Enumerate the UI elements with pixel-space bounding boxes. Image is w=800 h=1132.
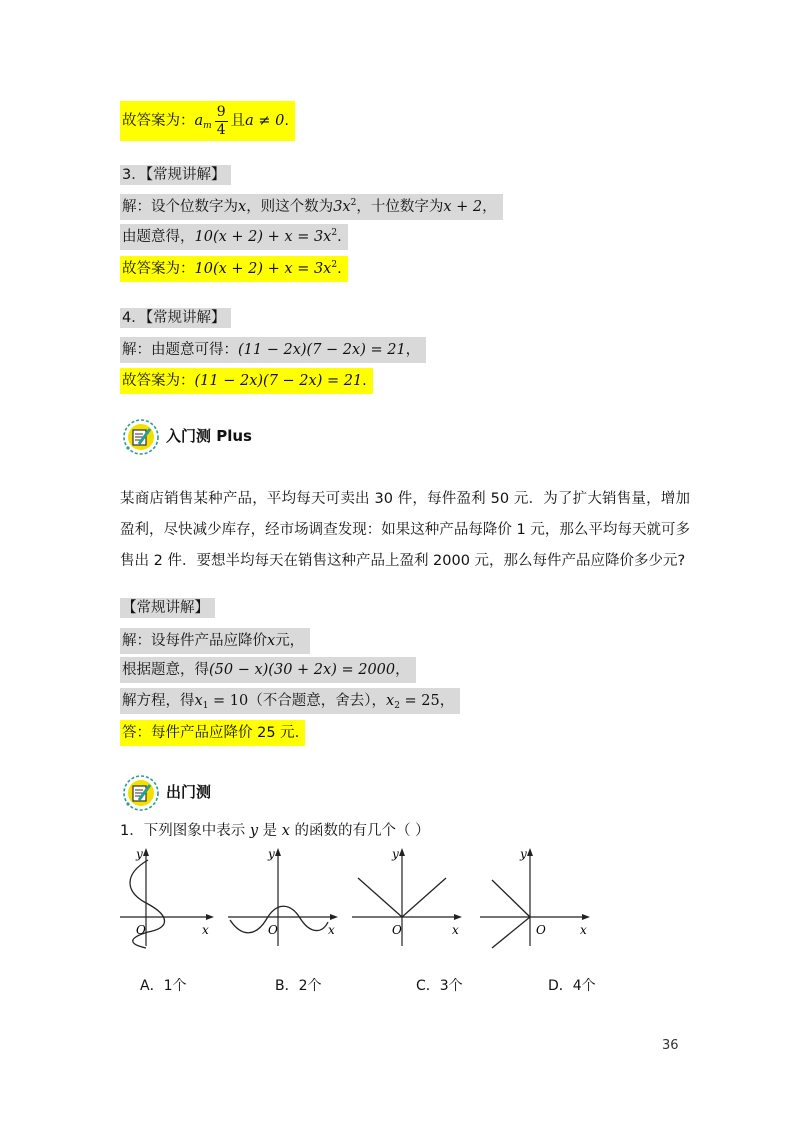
page-number: 36	[662, 1038, 679, 1053]
t: 故答案为：	[122, 373, 195, 389]
origin-label: O	[536, 923, 546, 937]
x-axis-label: x	[202, 923, 209, 937]
t: 1．下列图象中表示	[120, 823, 250, 839]
t: ，	[405, 342, 421, 358]
question-1	[120, 820, 430, 842]
frac-den: 4	[216, 121, 226, 138]
q3-head-text: 3．【常规讲解】	[120, 165, 231, 185]
q4-line-2	[120, 368, 373, 394]
t: ，十位数字为	[356, 199, 444, 215]
t: 解：设每件产品应降价	[122, 633, 267, 649]
section-title: 出门测	[166, 783, 212, 801]
q4-line-1	[120, 337, 426, 363]
option-b[interactable]: B．2个	[275, 978, 322, 994]
value: = 25	[399, 693, 440, 709]
t: .	[337, 261, 342, 277]
x-axis-label: x	[452, 923, 459, 937]
y-axis-label: y	[268, 847, 275, 861]
graph-c-v-shape	[350, 842, 470, 950]
notepad-pencil-icon	[122, 774, 160, 812]
var-y: y	[249, 823, 259, 839]
y-axis-label: y	[136, 847, 143, 861]
equation: 10(x + 2) + x = 3x	[194, 261, 332, 277]
expr: x + 2	[443, 199, 483, 215]
equation: (50 − x)(30 + 2x) = 2000	[209, 662, 396, 678]
t: 元，	[275, 633, 305, 649]
var-a: a	[194, 113, 204, 129]
answer-text: 答：每件产品应降价 25 元.	[122, 725, 300, 741]
exp: 2	[350, 198, 357, 208]
sol-line-1	[120, 628, 310, 654]
and-word: 且	[230, 113, 246, 129]
t: 是	[258, 823, 282, 839]
y-axis-label: y	[392, 847, 399, 861]
var-x: x	[267, 633, 276, 649]
t: ，	[482, 199, 497, 215]
sol-line-2	[120, 657, 416, 683]
t: 解：设个位数字为	[122, 199, 238, 215]
answer-line-1	[120, 101, 295, 141]
sol-line-4	[120, 720, 305, 746]
t: ，	[439, 693, 455, 709]
t: 由题意得，	[122, 229, 195, 245]
t: 解方程，得	[122, 693, 195, 709]
answer-prefix: 故答案为：	[122, 113, 195, 129]
graph-d-sideways-v	[478, 842, 598, 950]
x-axis-label: x	[580, 923, 587, 937]
graph-a-sideways-wave	[118, 842, 218, 950]
x-axis-label: x	[328, 923, 335, 937]
var-x2: x	[386, 693, 395, 709]
origin-label: O	[136, 923, 146, 937]
condition: a ≠ 0	[245, 113, 285, 129]
graph-b-sine-wave	[226, 842, 346, 950]
exp: 2	[331, 260, 338, 270]
sol-line-3	[120, 688, 460, 714]
sub: 1	[202, 701, 209, 711]
t: .	[337, 229, 342, 245]
q3-head	[120, 164, 231, 186]
t: 解：由题意可得：	[122, 342, 238, 358]
t: .	[362, 373, 367, 389]
value: = 10	[208, 693, 249, 709]
var-x1: x	[194, 693, 203, 709]
origin-label: O	[392, 923, 402, 937]
t: 故答案为：	[122, 261, 195, 277]
t: ，	[395, 662, 410, 678]
exp: 2	[331, 228, 338, 238]
y-axis-label: y	[520, 847, 527, 861]
var-x: x	[238, 199, 247, 215]
t: 的函数的有几个（ ）	[289, 823, 430, 839]
q3-line-3	[120, 256, 348, 282]
equation: 10(x + 2) + x = 3x	[194, 229, 332, 245]
option-d[interactable]: D．4个	[548, 978, 596, 994]
q4-head	[120, 307, 231, 329]
sub-n: m	[203, 121, 212, 131]
frac-num: 9	[216, 103, 226, 120]
notepad-pencil-icon	[122, 418, 160, 456]
t: 根据题意，得	[122, 662, 209, 678]
equation: (11 − 2x)(7 − 2x) = 21	[238, 342, 406, 358]
sol-head	[120, 597, 215, 619]
sub: 2	[394, 701, 400, 711]
t: ，则这个数为	[246, 199, 334, 215]
period: .	[284, 113, 289, 129]
expr: 3x	[333, 199, 351, 215]
q3-line-1	[120, 194, 503, 220]
problem-paragraph: 某商店销售某种产品，平均每天可卖出 30 件，每件盈利 50 元．为了扩大销售量，增加盈利，尽快减少库存，经市场调查发现：如果这种产品每降价 1 元，那么平均每天就可多售出 2 件．要想半均每天在销售这种产品上盈利 2000 元，那么每件产品应降价多少元?	[120, 491, 690, 569]
option-a[interactable]: A．1个	[140, 978, 187, 994]
var-x: x	[281, 823, 290, 839]
fraction	[215, 104, 228, 139]
section-title: 入门测 Plus	[166, 427, 252, 445]
sol-head-text: 【常规讲解】	[120, 598, 215, 618]
origin-label: O	[268, 923, 278, 937]
q3-line-2	[120, 224, 348, 250]
option-c[interactable]: C．3个	[416, 978, 463, 994]
equation: (11 − 2x)(7 − 2x) = 21	[194, 373, 363, 389]
q4-head-text: 4．【常规讲解】	[120, 308, 231, 328]
t: （不合题意，舍去），	[248, 693, 386, 709]
